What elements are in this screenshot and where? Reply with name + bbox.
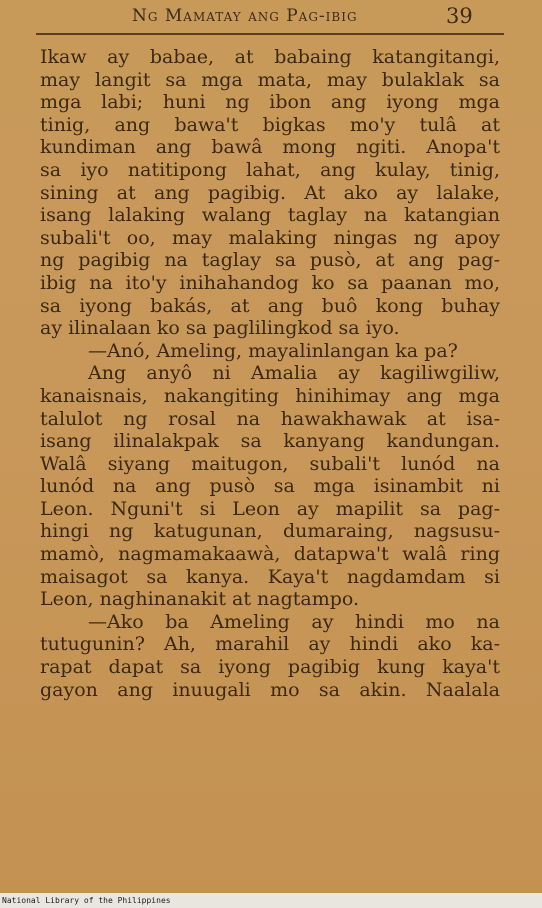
text-line: sa iyo natitipong lahat, ang kulay, tinig, (40, 158, 500, 181)
text-line: sa iyong bakás, at ang buô kong buhay (40, 294, 500, 317)
text-line: tinig, ang bawa't bigkas mo'y tulâ at (40, 113, 500, 136)
text-line: kanaisnais, nakangiting hinihimay ang mga (40, 384, 500, 407)
text-line: ng pagibig na taglay sa pusò, at ang pag- (40, 249, 500, 272)
header-title: Ng Mamatay ang Pag-ibig (132, 6, 358, 26)
text-line: sining at ang pagibig. At ako ay lalake, (40, 181, 500, 204)
text-line: Leon. Nguni't si Leon ay mapilit sa pag- (40, 497, 500, 520)
text-line: ay ilinalaan ko sa paglilingkod sa iyo. (40, 317, 400, 340)
header-rule (36, 33, 504, 35)
text-line: may langit sa mga mata, may bulaklak sa (40, 68, 500, 91)
text-line: talulot ng rosal na hawakhawak at isa- (40, 407, 500, 430)
text-line: —Anó, Ameling, mayalinlangan ka pa? (88, 339, 458, 362)
text-line: Ikaw ay babae, at babaing katangitangi, (40, 46, 500, 68)
text-line: lunód na ang pusò sa mga isinambit ni (40, 475, 500, 498)
text-line: isang lalaking walang taglay na katangian (40, 204, 500, 227)
text-line: gayon ang inuugali mo sa akin. Naalala (40, 678, 500, 701)
text-line: maisagot sa kanya. Kaya't nagdamdam si (40, 565, 500, 588)
running-header (0, 0, 542, 36)
text-line: isang ilinalakpak sa kanyang kandungan. (40, 430, 500, 453)
text-line: mamò, nagmamakaawà, datapwa't walâ ring (40, 543, 500, 566)
text-line: —Ako ba Ameling ay hindi mo na (88, 610, 500, 633)
text-line: mga labi; huni ng ibon ang iyong mga (40, 91, 500, 114)
text-line: ibig na ito'y inihahandog ko sa paanan mo, (40, 271, 500, 294)
page-number: 39 (446, 4, 473, 28)
text-line: hingi ng katugunan, dumaraing, nagsusu- (40, 520, 500, 543)
text-line: kundiman ang bawâ mong ngiti. Anopa't (40, 136, 500, 159)
text-line: Walâ siyang maitugon, subali't lunód na (40, 452, 500, 475)
text-line: tutugunin? Ah, marahil ay hindi ako ka- (40, 633, 500, 656)
text-line: Leon, naghinanakit at nagtampo. (40, 588, 360, 611)
text-line: Ang anyô ni Amalia ay kagiliwgiliw, (88, 362, 500, 385)
body-text (40, 46, 500, 701)
library-credit: National Library of the Philippines (2, 896, 171, 905)
text-line: subali't oo, may malaking ningas ng apoy (40, 226, 500, 249)
text-line: rapat dapat sa iyong pagibig kung kaya't (40, 656, 500, 679)
